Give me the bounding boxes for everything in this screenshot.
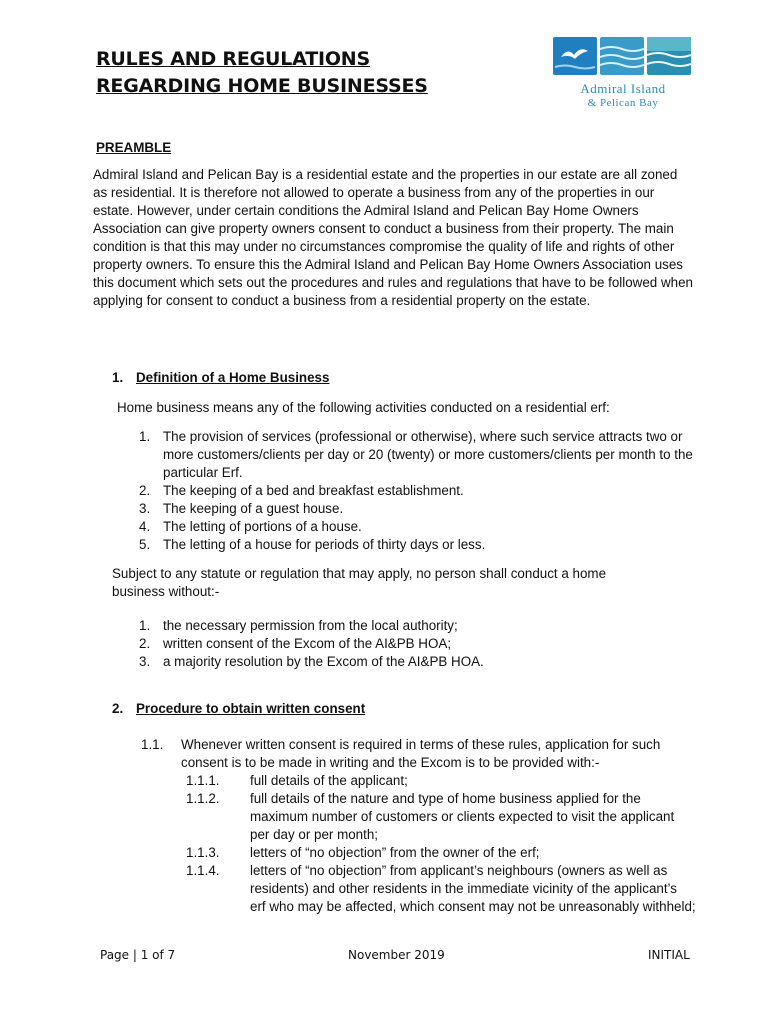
waves-icon	[600, 37, 644, 75]
list-item: 5. The letting of a house for periods of thirty days or less.	[139, 537, 486, 552]
logo-water-tile	[600, 37, 644, 75]
logo-text	[553, 81, 693, 111]
list-item: 4. The letting of portions of a house.	[139, 519, 362, 534]
list-item: 1.1.3. letters of “no objection” from the owner of the erf;	[186, 845, 540, 860]
logo-sea-tile	[647, 37, 691, 75]
clause-text: Whenever written consent is required in terms of these rules, application for such consent is to be made in writing and the Excom is to be provided with:-	[181, 737, 661, 770]
title-line-1: RULES AND REGULATIONS	[96, 48, 370, 70]
list-item: 3. The keeping of a guest house.	[139, 501, 344, 516]
list-item: 3. a majority resolution by the Excom of the AI&PB HOA.	[139, 654, 484, 669]
subclauses	[186, 772, 696, 916]
footer-date: November 2019	[348, 948, 445, 962]
list-item: 1. the necessary permission from the local authority;	[139, 618, 458, 633]
estate-logo	[553, 37, 693, 117]
conditions-list	[139, 617, 694, 671]
section-1-label: Definition of a Home Business	[136, 370, 330, 385]
logo-line-1: Admiral Island	[580, 81, 666, 96]
section-1-heading	[112, 369, 329, 387]
list-item: 1.1.2. full details of the nature and type of home business applied for the maximum number of customers or clients expected to visit the applicant per day or per month;	[186, 791, 675, 842]
page-number: Page | 1 of 7	[100, 948, 176, 962]
section-2-number: 2.	[112, 701, 124, 716]
list-item: 1.1.4. letters of “no objection” from applicant’s neighbours (owners as well as residents) and other residents in the immediate vicinity of the applicant’s erf who may be affected, which consent may not be unreasonably withheld;	[186, 863, 696, 914]
section-1-number: 1.	[112, 370, 124, 385]
title-line-2: REGARDING HOME BUSINESSES	[96, 75, 428, 97]
list-item: 2. written consent of the Excom of the AI&PB HOA;	[139, 636, 452, 651]
section-2-label: Procedure to obtain written consent	[136, 701, 366, 716]
list-item: 1.1.1. full details of the applicant;	[186, 773, 408, 788]
clause-number: 1.1.	[141, 737, 164, 752]
preamble-heading: PREAMBLE	[96, 140, 172, 155]
home-business-list	[139, 428, 694, 554]
bird-icon	[553, 37, 597, 75]
subject-text: Subject to any statute or regulation that may apply, no person shall conduct a home business without:-	[112, 566, 607, 599]
section-1-intro: Home business means any of the following activities conducted on a residential erf:	[117, 400, 610, 415]
section-2-heading	[112, 700, 365, 718]
list-item: 2. The keeping of a bed and breakfast establishment.	[139, 483, 464, 498]
document-title	[96, 46, 428, 100]
list-item: 1. The provision of services (professional or otherwise), where such service attracts two or more customers/clients per day or 20 (twenty) or more customers/clients per month to the particular Erf.	[139, 429, 693, 480]
preamble-text: Admiral Island and Pelican Bay is a residential estate and the properties in our estate are all zoned as residential. It is therefore not allowed to operate a business from any of the properties in our estate. However, under certain conditions the Admiral Island and Pelican Bay Home Owners Association can give property owners consent to conduct a business from their property. The main condition is that this may under no circumstances compromise the quality of life and rights of other property owners. To ensure this the Admiral Island and Pelican Bay Home Owners Association uses this document which sets out the procedures and rules and regulations that have to be followed when applying for consent to conduct a business from a residential property on the estate.	[93, 167, 693, 308]
logo-line-2: & Pelican Bay	[587, 97, 659, 109]
clause-1-1	[141, 736, 697, 772]
initial-label: INITIAL	[648, 948, 690, 962]
sea-icon	[647, 37, 691, 75]
logo-bird-tile	[553, 37, 597, 75]
